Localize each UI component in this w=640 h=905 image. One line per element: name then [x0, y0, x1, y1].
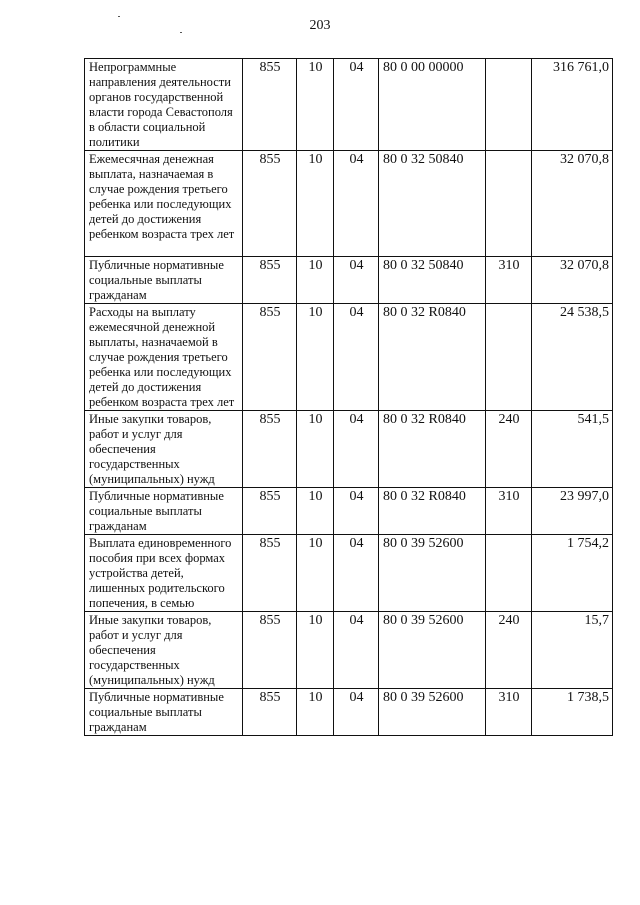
row-grbs-cell: 855 — [243, 488, 297, 535]
page-number: 203 — [309, 18, 331, 33]
table-row — [85, 59, 613, 151]
row-name-cell: Иные закупки товаров, работ и услуг для обеспечения государственных (муниципальных) нужд — [85, 612, 243, 689]
row-vr-cell: 310 — [486, 257, 532, 304]
budget-table-body — [85, 59, 613, 736]
row-rz-cell: 10 — [297, 535, 334, 612]
row-amount-cell: 23 997,0 — [532, 488, 613, 535]
row-amount-cell: 316 761,0 — [532, 59, 613, 151]
row-name-cell: Публичные нормативные социальные выплаты гражданам — [85, 689, 243, 736]
row-csr-cell: 80 0 39 52600 — [379, 535, 486, 612]
row-name-cell: Непрограммные направления деятельности органов государственной власти города Севастополя в области социальной политики — [85, 59, 243, 151]
row-rz-cell: 10 — [297, 411, 334, 488]
row-rz-cell: 10 — [297, 689, 334, 736]
row-csr-cell: 80 0 32 50840 — [379, 257, 486, 304]
row-grbs-cell: 855 — [243, 411, 297, 488]
row-csr-cell: 80 0 32 R0840 — [379, 411, 486, 488]
row-amount-cell: 1 738,5 — [532, 689, 613, 736]
row-name-cell: Выплата единовременного пособия при всех формах устройства детей, лишенных родительского попечения, в семью — [85, 535, 243, 612]
row-csr-cell: 80 0 32 R0840 — [379, 304, 486, 411]
row-rz-cell: 10 — [297, 151, 334, 257]
row-name-cell: Расходы на выплату ежемесячной денежной выплаты, назначаемой в случае рождения третьего ребенка или последующих детей до достижения ребенком возраста трех лет — [85, 304, 243, 411]
table-row — [85, 151, 613, 257]
row-pr-cell: 04 — [334, 411, 379, 488]
row-amount-cell: 32 070,8 — [532, 151, 613, 257]
row-amount-cell: 1 754,2 — [532, 535, 613, 612]
row-pr-cell: 04 — [334, 689, 379, 736]
row-vr-cell: 240 — [486, 411, 532, 488]
row-name-cell: Ежемесячная денежная выплата, назначаемая в случае рождения третьего ребенка или последующих детей до достижения ребенком возраста трех лет — [85, 151, 243, 257]
row-name-cell: Публичные нормативные социальные выплаты гражданам — [85, 488, 243, 535]
row-pr-cell: 04 — [334, 59, 379, 151]
row-pr-cell: 04 — [334, 612, 379, 689]
row-rz-cell: 10 — [297, 59, 334, 151]
row-vr-cell — [486, 304, 532, 411]
row-grbs-cell: 855 — [243, 612, 297, 689]
row-amount-cell: 15,7 — [532, 612, 613, 689]
row-grbs-cell: 855 — [243, 59, 297, 151]
row-name-cell: Иные закупки товаров, работ и услуг для обеспечения государственных (муниципальных) нужд — [85, 411, 243, 488]
row-rz-cell: 10 — [297, 304, 334, 411]
row-grbs-cell: 855 — [243, 304, 297, 411]
row-name-cell: Публичные нормативные социальные выплаты гражданам — [85, 257, 243, 304]
table-row — [85, 257, 613, 304]
row-pr-cell: 04 — [334, 535, 379, 612]
row-vr-cell — [486, 59, 532, 151]
row-vr-cell: 310 — [486, 488, 532, 535]
row-vr-cell — [486, 151, 532, 257]
table-row — [85, 304, 613, 411]
scan-speck — [118, 16, 120, 17]
row-grbs-cell: 855 — [243, 535, 297, 612]
row-vr-cell — [486, 535, 532, 612]
row-grbs-cell: 855 — [243, 151, 297, 257]
table-row — [85, 488, 613, 535]
row-csr-cell: 80 0 32 50840 — [379, 151, 486, 257]
table-row — [85, 411, 613, 488]
row-grbs-cell: 855 — [243, 689, 297, 736]
row-csr-cell: 80 0 39 52600 — [379, 689, 486, 736]
row-grbs-cell: 855 — [243, 257, 297, 304]
row-pr-cell: 04 — [334, 488, 379, 535]
row-vr-cell: 310 — [486, 689, 532, 736]
row-vr-cell: 240 — [486, 612, 532, 689]
row-amount-cell: 32 070,8 — [532, 257, 613, 304]
row-rz-cell: 10 — [297, 257, 334, 304]
row-rz-cell: 10 — [297, 612, 334, 689]
row-rz-cell: 10 — [297, 488, 334, 535]
row-csr-cell: 80 0 00 00000 — [379, 59, 486, 151]
budget-table — [84, 58, 613, 736]
row-amount-cell: 24 538,5 — [532, 304, 613, 411]
row-csr-cell: 80 0 32 R0840 — [379, 488, 486, 535]
row-pr-cell: 04 — [334, 257, 379, 304]
row-pr-cell: 04 — [334, 151, 379, 257]
table-row — [85, 689, 613, 736]
row-amount-cell: 541,5 — [532, 411, 613, 488]
table-row — [85, 612, 613, 689]
row-pr-cell: 04 — [334, 304, 379, 411]
row-csr-cell: 80 0 39 52600 — [379, 612, 486, 689]
table-row — [85, 535, 613, 612]
